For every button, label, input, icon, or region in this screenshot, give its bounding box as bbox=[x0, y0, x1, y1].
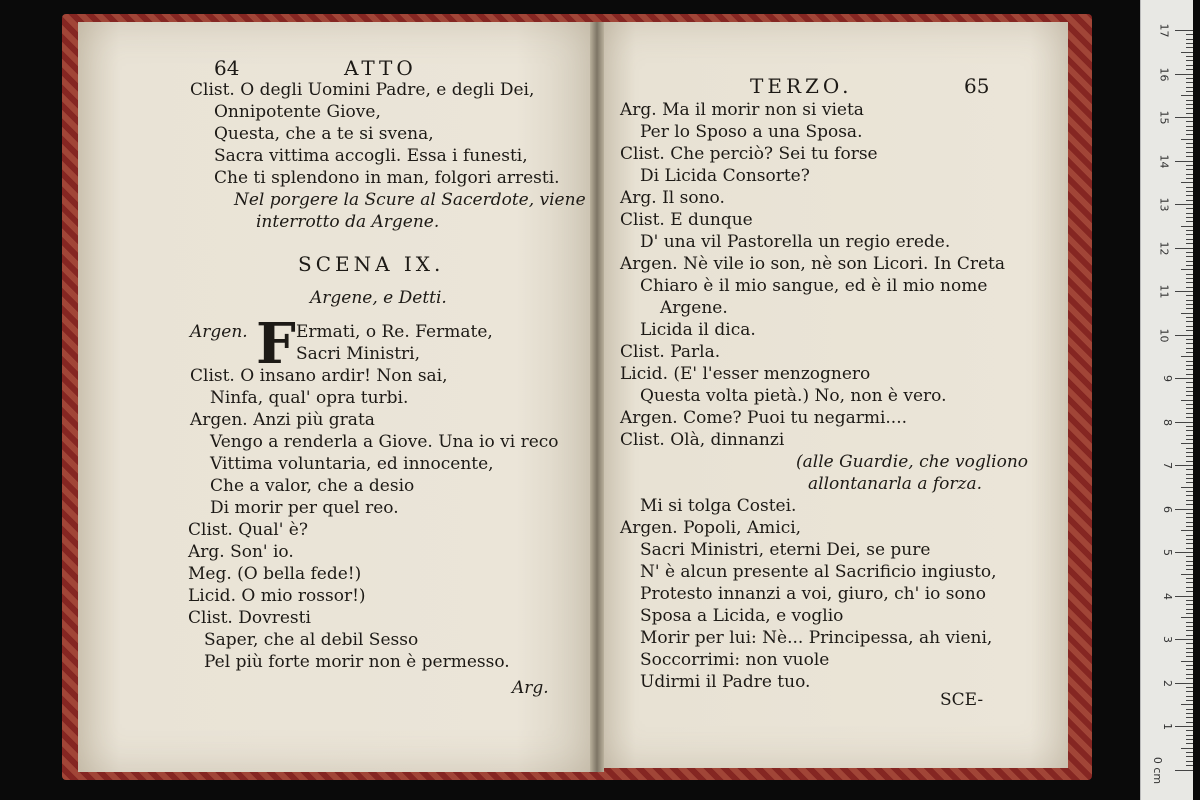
ruler-tick bbox=[1186, 100, 1193, 101]
ruler-tick bbox=[1186, 565, 1193, 566]
ruler-tick bbox=[1186, 230, 1193, 231]
ruler-tick bbox=[1181, 139, 1193, 140]
ruler-tick bbox=[1175, 770, 1193, 771]
ruler-tick bbox=[1186, 43, 1193, 44]
ruler-tick bbox=[1186, 578, 1193, 579]
ruler-tick bbox=[1186, 369, 1193, 370]
ruler-number: 17 bbox=[1157, 23, 1171, 38]
text-line: Udirmi il Padre tuo. bbox=[640, 672, 811, 692]
text-line: Nel porgere la Scure al Sacerdote, viene bbox=[234, 190, 586, 210]
ruler-tick bbox=[1186, 674, 1193, 675]
ruler-number: 15 bbox=[1157, 110, 1171, 125]
text-line: Mi si tolga Costei. bbox=[640, 496, 797, 516]
measuring-ruler bbox=[1140, 0, 1193, 800]
ruler-tick bbox=[1186, 395, 1193, 396]
ruler-tick bbox=[1186, 548, 1193, 549]
ruler-tick bbox=[1186, 761, 1193, 762]
text-line: Argen. Come? Puoi tu negarmi.... bbox=[620, 408, 908, 428]
drop-cap: F bbox=[256, 311, 296, 377]
ruler-tick bbox=[1181, 269, 1193, 270]
ruler-tick bbox=[1181, 313, 1193, 314]
ruler-tick bbox=[1186, 213, 1193, 214]
text-line: Sacri Ministri, bbox=[296, 344, 421, 364]
ruler-tick bbox=[1186, 78, 1193, 79]
ruler-tick bbox=[1186, 630, 1193, 631]
ruler-tick bbox=[1186, 121, 1193, 122]
ruler-tick bbox=[1175, 639, 1193, 640]
ruler-tick bbox=[1186, 743, 1193, 744]
ruler-tick bbox=[1186, 39, 1193, 40]
ruler-tick bbox=[1186, 456, 1193, 457]
text-line: Per lo Sposo a una Sposa. bbox=[640, 122, 863, 142]
ruler-tick bbox=[1186, 352, 1193, 353]
text-line: interrotto da Argene. bbox=[256, 212, 440, 232]
ruler-tick bbox=[1186, 156, 1193, 157]
text-line: Che a valor, che a desio bbox=[210, 476, 415, 496]
ruler-tick bbox=[1175, 30, 1193, 31]
text-line: Sacra vittima accogli. Essa i funesti, bbox=[214, 146, 528, 166]
ruler-tick bbox=[1175, 378, 1193, 379]
text-line: Di Licida Consorte? bbox=[640, 166, 810, 186]
ruler-tick bbox=[1175, 465, 1193, 466]
ruler-tick bbox=[1181, 182, 1193, 183]
ruler-tick bbox=[1186, 143, 1193, 144]
ruler-tick bbox=[1186, 69, 1193, 70]
ruler-tick bbox=[1186, 239, 1193, 240]
ruler-tick bbox=[1181, 52, 1193, 53]
ruler-number: 14 bbox=[1157, 154, 1171, 168]
ruler-tick bbox=[1186, 113, 1193, 114]
ruler-tick bbox=[1186, 152, 1193, 153]
ruler-tick bbox=[1186, 261, 1193, 262]
ruler-tick bbox=[1175, 291, 1193, 292]
ruler-number: 6 bbox=[1161, 505, 1174, 513]
ruler-tick bbox=[1186, 461, 1193, 462]
ruler-tick bbox=[1186, 495, 1193, 496]
ruler-tick bbox=[1186, 169, 1193, 170]
ruler-tick bbox=[1186, 256, 1193, 257]
text-line: Argen. Popoli, Amici, bbox=[620, 518, 802, 538]
ruler-number: 12 bbox=[1157, 241, 1171, 255]
ruler-tick bbox=[1186, 408, 1193, 409]
text-line: Morir per lui: Nè... Principessa, ah vieni, bbox=[640, 628, 993, 648]
ruler-tick bbox=[1181, 356, 1193, 357]
ruler-tick bbox=[1186, 417, 1193, 418]
ruler-tick bbox=[1186, 343, 1193, 344]
ruler-tick bbox=[1181, 226, 1193, 227]
ruler-tick bbox=[1186, 652, 1193, 653]
ruler-tick bbox=[1186, 669, 1193, 670]
text-line: N' è alcun presente al Sacrificio ingiusto, bbox=[640, 562, 997, 582]
ruler-number: 10 bbox=[1157, 328, 1171, 342]
text-line: Clist. Olà, dinnanzi bbox=[620, 430, 785, 450]
text-line: Meg. (O bella fede!) bbox=[188, 564, 362, 584]
ruler-tick bbox=[1186, 613, 1193, 614]
ruler-tick bbox=[1186, 643, 1193, 644]
ruler-tick bbox=[1186, 252, 1193, 253]
ruler-tick bbox=[1186, 735, 1193, 736]
ruler-tick bbox=[1186, 739, 1193, 740]
ruler-tick bbox=[1186, 622, 1193, 623]
ruler-tick bbox=[1186, 696, 1193, 697]
ruler-tick bbox=[1186, 539, 1193, 540]
ruler-tick bbox=[1186, 208, 1193, 209]
ruler-tick bbox=[1181, 748, 1193, 749]
ruler-tick bbox=[1186, 491, 1193, 492]
text-line: Questa, che a te si svena, bbox=[214, 124, 434, 144]
ruler-tick bbox=[1186, 648, 1193, 649]
ruler-tick bbox=[1186, 47, 1193, 48]
ruler-tick bbox=[1181, 574, 1193, 575]
ruler-tick bbox=[1175, 161, 1193, 162]
text-line: Vittima voluntaria, ed innocente, bbox=[210, 454, 494, 474]
text-line: SCENA IX. bbox=[298, 252, 445, 276]
ruler-tick bbox=[1181, 617, 1193, 618]
ruler-tick bbox=[1186, 274, 1193, 275]
ruler-tick bbox=[1186, 87, 1193, 88]
ruler-tick bbox=[1186, 700, 1193, 701]
ruler-tick bbox=[1186, 687, 1193, 688]
ruler-tick bbox=[1186, 404, 1193, 405]
text-line: Argen. bbox=[190, 322, 248, 342]
ruler-tick bbox=[1186, 221, 1193, 222]
text-line: Argen. Anzi più grata bbox=[190, 410, 375, 430]
ruler-tick bbox=[1186, 321, 1193, 322]
ruler-tick bbox=[1186, 517, 1193, 518]
left-running-head: ATTO bbox=[344, 56, 417, 80]
text-line: Saper, che al debil Sesso bbox=[204, 630, 419, 650]
ruler-tick bbox=[1181, 443, 1193, 444]
text-line: Questa volta pietà.) No, non è vero. bbox=[640, 386, 947, 406]
ruler-number: 7 bbox=[1161, 462, 1174, 469]
text-line: Clist. Che perciò? Sei tu forse bbox=[620, 144, 878, 164]
ruler-tick bbox=[1186, 178, 1193, 179]
ruler-tick bbox=[1186, 626, 1193, 627]
ruler-tick bbox=[1186, 678, 1193, 679]
ruler-tick bbox=[1186, 752, 1193, 753]
ruler-tick bbox=[1181, 400, 1193, 401]
ruler-tick bbox=[1175, 117, 1193, 118]
ruler-tick bbox=[1181, 530, 1193, 531]
text-line: Di morir per quel reo. bbox=[210, 498, 399, 518]
ruler-tick bbox=[1186, 561, 1193, 562]
ruler-tick bbox=[1186, 535, 1193, 536]
ruler-number: 11 bbox=[1157, 284, 1171, 299]
ruler-tick bbox=[1186, 300, 1193, 301]
ruler-tick bbox=[1175, 509, 1193, 510]
text-line: Ermati, o Re. Fermate, bbox=[296, 322, 493, 342]
ruler-tick bbox=[1186, 600, 1193, 601]
right-running-head: TERZO. bbox=[750, 74, 853, 98]
text-line: Licid. (E' l'esser menzognero bbox=[620, 364, 871, 384]
text-line: Clist. E dunque bbox=[620, 210, 753, 230]
ruler-tick bbox=[1186, 504, 1193, 505]
text-line: Sacri Ministri, eterni Dei, se pure bbox=[640, 540, 931, 560]
ruler-tick bbox=[1175, 683, 1193, 684]
ruler-tick bbox=[1186, 500, 1193, 501]
ruler-number: 3 bbox=[1161, 636, 1174, 643]
ruler-tick bbox=[1186, 448, 1193, 449]
ruler-tick bbox=[1186, 134, 1193, 135]
ruler-tick bbox=[1186, 308, 1193, 309]
text-line: Clist. Qual' è? bbox=[188, 520, 308, 540]
ruler-tick bbox=[1181, 704, 1193, 705]
text-line: Argene. bbox=[660, 298, 728, 318]
ruler-tick bbox=[1186, 478, 1193, 479]
ruler-tick bbox=[1186, 513, 1193, 514]
text-line: SCE- bbox=[940, 690, 984, 710]
text-line: Argen. Nè vile io son, nè son Licori. In Creta bbox=[620, 254, 1005, 274]
ruler-tick bbox=[1186, 265, 1193, 266]
ruler-tick bbox=[1186, 191, 1193, 192]
ruler-tick bbox=[1186, 382, 1193, 383]
text-line: Chiaro è il mio sangue, ed è il mio nome bbox=[640, 276, 988, 296]
ruler-tick bbox=[1186, 147, 1193, 148]
ruler-tick bbox=[1186, 304, 1193, 305]
ruler-tick bbox=[1186, 287, 1193, 288]
ruler-tick bbox=[1186, 65, 1193, 66]
ruler-tick bbox=[1186, 91, 1193, 92]
ruler-tick bbox=[1175, 552, 1193, 553]
ruler-tick bbox=[1186, 282, 1193, 283]
text-line: Protesto innanzi a voi, giuro, ch' io sono bbox=[640, 584, 986, 604]
text-line: Sposa a Licida, e voglio bbox=[640, 606, 844, 626]
text-line: Arg. bbox=[512, 678, 549, 698]
ruler-tick bbox=[1186, 435, 1193, 436]
ruler-number: 5 bbox=[1161, 549, 1174, 556]
ruler-tick bbox=[1181, 661, 1193, 662]
ruler-tick bbox=[1186, 108, 1193, 109]
ruler-tick bbox=[1181, 487, 1193, 488]
ruler-tick bbox=[1186, 439, 1193, 440]
ruler-tick bbox=[1186, 339, 1193, 340]
ruler-number: 8 bbox=[1161, 418, 1174, 426]
ruler-tick bbox=[1186, 317, 1193, 318]
ruler-tick bbox=[1186, 587, 1193, 588]
ruler-tick bbox=[1186, 130, 1193, 131]
ruler-tick bbox=[1186, 569, 1193, 570]
text-line: Ninfa, qual' opra turbi. bbox=[210, 388, 409, 408]
ruler-tick bbox=[1186, 765, 1193, 766]
ruler-tick bbox=[1186, 426, 1193, 427]
ruler-tick bbox=[1186, 326, 1193, 327]
text-line: Clist. O degli Uomini Padre, e degli Dei, bbox=[190, 80, 535, 100]
ruler-tick bbox=[1186, 713, 1193, 714]
ruler-tick bbox=[1186, 295, 1193, 296]
ruler-tick bbox=[1186, 217, 1193, 218]
ruler-tick bbox=[1186, 387, 1193, 388]
ruler-tick bbox=[1175, 726, 1193, 727]
ruler-tick bbox=[1186, 609, 1193, 610]
ruler-tick bbox=[1186, 730, 1193, 731]
ruler-tick bbox=[1186, 82, 1193, 83]
left-page-number: 64 bbox=[214, 56, 240, 80]
ruler-tick bbox=[1186, 174, 1193, 175]
ruler-tick bbox=[1186, 526, 1193, 527]
text-line: Arg. Ma il morir non si vieta bbox=[620, 100, 864, 120]
ruler-tick bbox=[1175, 248, 1193, 249]
ruler-tick bbox=[1186, 234, 1193, 235]
ruler-tick bbox=[1186, 391, 1193, 392]
ruler-tick bbox=[1186, 34, 1193, 35]
ruler-tick bbox=[1186, 361, 1193, 362]
ruler-number: 0 cm bbox=[1150, 756, 1164, 784]
ruler-tick bbox=[1186, 165, 1193, 166]
ruler-number: 4 bbox=[1161, 592, 1174, 600]
ruler-tick bbox=[1186, 126, 1193, 127]
ruler-tick bbox=[1175, 596, 1193, 597]
ruler-tick bbox=[1186, 413, 1193, 414]
ruler-tick bbox=[1186, 543, 1193, 544]
ruler-tick bbox=[1186, 522, 1193, 523]
ruler-tick bbox=[1181, 95, 1193, 96]
text-line: Clist. Parla. bbox=[620, 342, 721, 362]
text-line: Pel più forte morir non è permesso. bbox=[204, 652, 510, 672]
ruler-tick bbox=[1186, 582, 1193, 583]
ruler-tick bbox=[1186, 348, 1193, 349]
text-line: Argene, e Detti. bbox=[310, 288, 447, 308]
ruler-tick bbox=[1186, 717, 1193, 718]
ruler-tick bbox=[1186, 60, 1193, 61]
ruler-tick bbox=[1186, 365, 1193, 366]
ruler-tick bbox=[1175, 422, 1193, 423]
ruler-tick bbox=[1186, 474, 1193, 475]
ruler-number: 1 bbox=[1161, 723, 1174, 730]
ruler-tick bbox=[1186, 243, 1193, 244]
ruler-tick bbox=[1175, 74, 1193, 75]
text-line: Licida il dica. bbox=[640, 320, 756, 340]
ruler-tick bbox=[1186, 374, 1193, 375]
ruler-tick bbox=[1186, 635, 1193, 636]
ruler-tick bbox=[1186, 200, 1193, 201]
ruler-tick bbox=[1186, 722, 1193, 723]
ruler-tick bbox=[1186, 756, 1193, 757]
text-line: allontanarla a forza. bbox=[808, 474, 983, 494]
ruler-tick bbox=[1186, 665, 1193, 666]
text-line: Arg. Il sono. bbox=[620, 188, 725, 208]
ruler-tick bbox=[1175, 204, 1193, 205]
text-line: Che ti splendono in man, folgori arresti. bbox=[214, 168, 560, 188]
ruler-tick bbox=[1186, 604, 1193, 605]
right-page-number: 65 bbox=[964, 74, 990, 98]
ruler-number: 2 bbox=[1161, 679, 1174, 687]
ruler-tick bbox=[1175, 335, 1193, 336]
ruler-tick bbox=[1186, 195, 1193, 196]
ruler-tick bbox=[1186, 278, 1193, 279]
ruler-tick bbox=[1186, 104, 1193, 105]
text-line: Clist. Dovresti bbox=[188, 608, 311, 628]
text-line: D' una vil Pastorella un regio erede. bbox=[640, 232, 951, 252]
ruler-tick bbox=[1186, 469, 1193, 470]
text-line: Licid. O mio rossor!) bbox=[188, 586, 366, 606]
text-line: Clist. O insano ardir! Non sai, bbox=[190, 366, 448, 386]
ruler-tick bbox=[1186, 591, 1193, 592]
ruler-tick bbox=[1186, 187, 1193, 188]
ruler-number: 9 bbox=[1161, 375, 1174, 382]
ruler-number: 13 bbox=[1157, 197, 1171, 212]
ruler-tick bbox=[1186, 482, 1193, 483]
ruler-number: 16 bbox=[1157, 67, 1171, 81]
ruler-tick bbox=[1186, 691, 1193, 692]
text-line: Soccorrimi: non vuole bbox=[640, 650, 830, 670]
ruler-tick bbox=[1186, 430, 1193, 431]
ruler-tick bbox=[1186, 452, 1193, 453]
text-line: Vengo a renderla a Giove. Una io vi reco bbox=[210, 432, 559, 452]
ruler-tick bbox=[1186, 556, 1193, 557]
text-line: (alle Guardie, che vogliono bbox=[796, 452, 1029, 472]
ruler-tick bbox=[1186, 656, 1193, 657]
ruler-tick bbox=[1186, 709, 1193, 710]
ruler-tick bbox=[1186, 56, 1193, 57]
text-line: Onnipotente Giove, bbox=[214, 102, 381, 122]
ruler-tick bbox=[1186, 330, 1193, 331]
text-line: Arg. Son' io. bbox=[188, 542, 294, 562]
book-gutter bbox=[590, 22, 604, 772]
